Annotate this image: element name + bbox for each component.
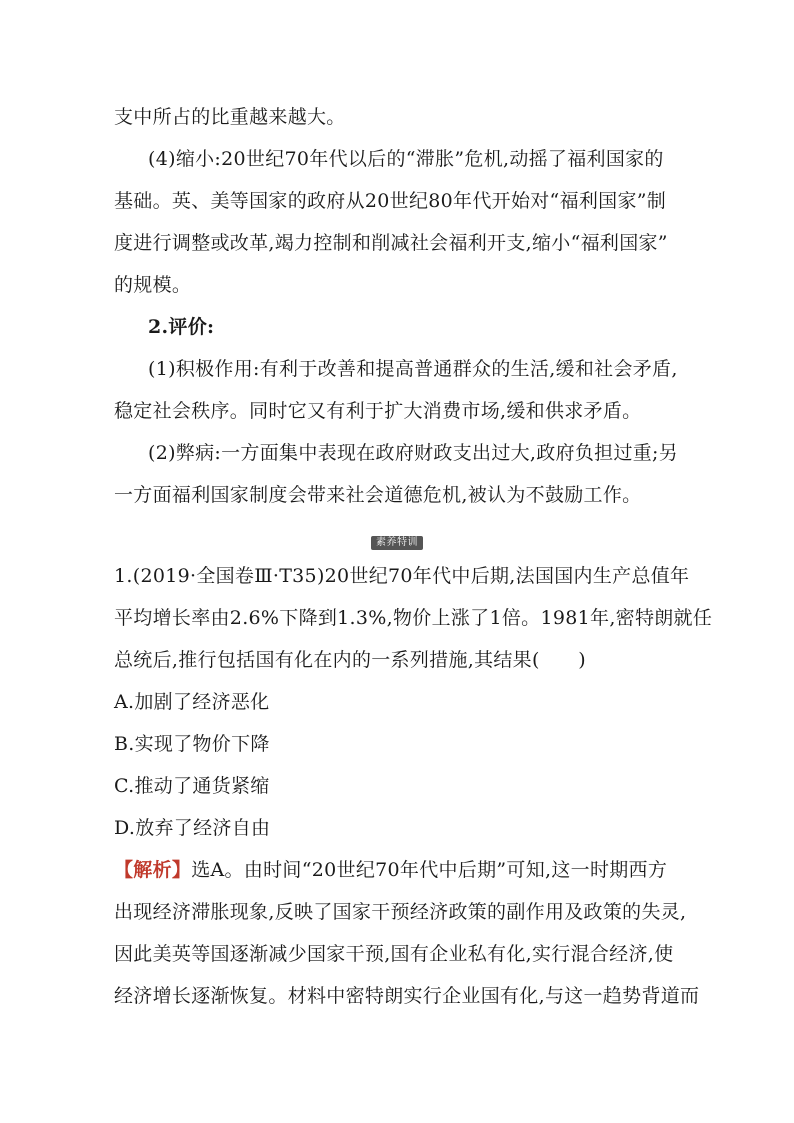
text-line: 支中所占的比重越来越大。 (114, 106, 346, 128)
text-line: (1)积极作用:有利于改善和提高普通群众的生活,缓和社会矛盾, (148, 358, 678, 380)
text-line: (2)弊病:一方面集中表现在政府财政支出过大,政府负担过重;另 (148, 442, 679, 464)
question-stem-line: 总统后,推行包括国有化在内的一系列措施,其结果( ) (114, 649, 587, 671)
text-line: (4)缩小:20世纪70年代以后的“滞胀”危机,动摇了福利国家的 (148, 148, 664, 170)
text-line: 基础。英、美等国家的政府从20世纪80年代开始对“福利国家”制 (114, 190, 667, 212)
question-stem-line: 平均增长率由2.6%下降到1.3%,物价上涨了1倍。1981年,密特朗就任 (114, 607, 713, 629)
option-b: B.实现了物价下降 (114, 733, 270, 755)
text-line: 稳定社会秩序。同时它又有利于扩大消费市场,缓和供求矛盾。 (114, 400, 642, 422)
analysis-line: 出现经济滞胀现象,反映了国家干预经济政策的副作用及政策的失灵, (114, 901, 687, 923)
text-line: 度进行调整或改革,竭力控制和削减社会福利开支,缩小“福利国家” (114, 232, 668, 254)
option-d: D.放弃了经济自由 (114, 817, 271, 839)
analysis-first-line (114, 857, 684, 883)
section-heading: 2.评价: (148, 316, 215, 338)
section-badge: 素养特训 (371, 536, 423, 550)
badge-wrapper (0, 530, 794, 550)
option-a: A.加剧了经济恶化 (114, 691, 270, 713)
analysis-text: 选A。由时间“20世纪70年代中后期”可知,这一时期西方 (191, 859, 668, 881)
question-stem-line: 1.(2019·全国卷Ⅲ·T35)20世纪70年代中后期,法国国内生产总值年 (114, 565, 690, 587)
text-line: 一方面福利国家制度会带来社会道德危机,被认为不鼓励工作。 (114, 484, 642, 506)
option-c: C.推动了通货紧缩 (114, 775, 270, 797)
text-line: 的规模。 (114, 274, 192, 296)
analysis-line: 经济增长逐渐恢复。材料中密特朗实行企业国有化,与这一趋势背道而 (114, 985, 700, 1007)
analysis-line: 因此美英等国逐渐减少国家干预,国有企业私有化,实行混合经济,使 (114, 943, 674, 965)
analysis-tag: 【解析】 (114, 859, 192, 881)
